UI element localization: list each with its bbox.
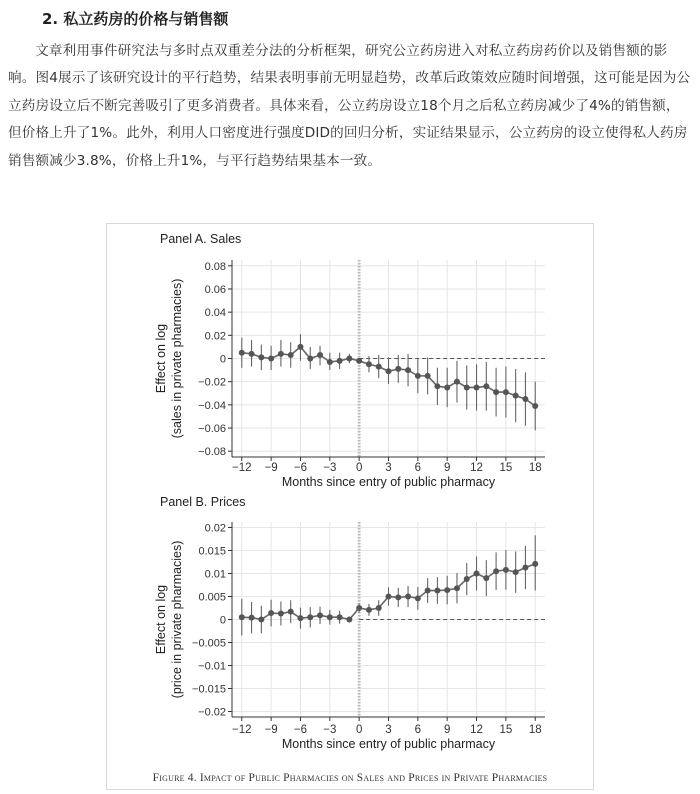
- data-point: [258, 617, 264, 623]
- data-point: [356, 358, 362, 364]
- y-tick-label: −0.04: [198, 399, 226, 412]
- x-tick-label: 9: [443, 724, 451, 736]
- x-tick-label: −6: [293, 462, 308, 474]
- x-tick-label: −3: [323, 462, 337, 474]
- x-tick-label: 18: [528, 724, 542, 736]
- data-point: [288, 609, 294, 615]
- x-tick-label: 12: [470, 462, 483, 474]
- x-tick-label: −9: [264, 462, 278, 474]
- y-tick-label: 0.06: [204, 283, 226, 296]
- y-tick-label: −0.005: [192, 637, 226, 650]
- section-heading: 2. 私立药房的价格与销售额: [42, 10, 229, 28]
- data-point: [268, 356, 274, 362]
- y-tick-label: 0.08: [204, 260, 226, 273]
- data-point: [337, 358, 343, 364]
- data-point: [425, 373, 431, 379]
- data-point: [532, 561, 538, 567]
- data-point: [483, 383, 489, 389]
- y-tick-label: 0: [219, 614, 226, 627]
- data-point: [522, 565, 528, 571]
- data-point: [239, 350, 245, 356]
- y-axis-label-sub: (sales in private pharmacies): [170, 278, 184, 439]
- data-point: [386, 368, 392, 374]
- y-tick-label: 0.005: [198, 591, 226, 604]
- body-paragraph: 文章利用事件研究法与多时点双重差分法的分析框架，研究公立药房进入对私立药房药价以及销售额的影响。图4展示了该研究设计的平行趋势，结果表明事前无明显趋势，改革后政策效应随时间增强，这可能是因为公立药房设立后不断完善吸引了更多消费者。具体来看，公立药房设立18个月之后私立药房减少了4%的销售额，但价格上升了1%。此外，利用人口密度进行强度DID的回归分析，实证结果显示，公立药房的设立使得私人药房销售额减少3.8%，价格上升1%，与平行趋势结果基本一致。: [8, 43, 691, 169]
- panel-title: Panel B. Prices: [160, 495, 246, 509]
- data-point: [337, 614, 343, 620]
- x-tick-label: 0: [355, 462, 363, 474]
- y-tick-label: −0.06: [198, 423, 226, 436]
- x-tick-label: −3: [323, 724, 337, 736]
- x-tick-label: 15: [499, 724, 513, 736]
- data-point: [405, 594, 411, 600]
- data-point: [464, 576, 470, 582]
- x-tick-label: 3: [385, 462, 392, 474]
- x-tick-label: −6: [293, 724, 308, 736]
- data-point: [464, 384, 470, 390]
- data-point: [454, 585, 460, 591]
- data-point: [522, 396, 528, 402]
- data-point: [249, 615, 255, 621]
- data-point: [434, 588, 440, 594]
- data-point: [366, 607, 372, 613]
- y-tick-label: 0.01: [204, 568, 226, 581]
- x-axis-label: Months since entry of public pharmacy: [281, 475, 496, 489]
- data-point: [493, 568, 499, 574]
- data-point: [239, 614, 245, 620]
- x-tick-label: 0: [355, 724, 363, 736]
- x-tick-label: 3: [385, 724, 392, 736]
- data-point: [258, 354, 264, 360]
- y-tick-label: 0.015: [198, 545, 226, 558]
- y-tick-label: −0.015: [192, 683, 226, 696]
- data-point: [434, 383, 440, 389]
- data-point: [503, 389, 509, 395]
- x-tick-label: −12: [232, 462, 252, 474]
- data-point: [513, 569, 519, 575]
- y-tick-label: 0.02: [204, 522, 226, 535]
- data-point: [405, 367, 411, 373]
- x-tick-label: −9: [264, 724, 278, 736]
- data-point: [317, 612, 323, 618]
- data-point: [493, 389, 499, 395]
- data-point: [444, 384, 450, 390]
- data-point: [278, 611, 284, 617]
- y-tick-label: −0.08: [198, 446, 226, 459]
- data-point: [327, 614, 333, 620]
- data-point: [249, 351, 255, 357]
- data-point: [532, 403, 538, 409]
- figure-4: [106, 223, 594, 790]
- data-point: [474, 384, 480, 390]
- data-point: [483, 575, 489, 581]
- data-point: [356, 605, 362, 611]
- x-tick-label: 18: [528, 462, 542, 474]
- figure-4-charts: [107, 224, 593, 771]
- data-point: [278, 351, 284, 357]
- data-point: [425, 588, 431, 594]
- data-point: [327, 359, 333, 365]
- x-tick-label: 9: [443, 462, 451, 474]
- x-axis-label: Months since entry of public pharmacy: [281, 737, 496, 751]
- data-point: [474, 571, 480, 577]
- y-tick-label: −0.01: [198, 660, 226, 673]
- data-point: [346, 617, 352, 623]
- chart-panel-prices: [154, 495, 545, 751]
- y-axis-label: Effect on log: [154, 584, 168, 655]
- data-point: [415, 373, 421, 379]
- data-point: [307, 614, 313, 620]
- y-tick-label: −0.02: [198, 706, 226, 719]
- data-point: [297, 615, 303, 621]
- x-tick-label: −12: [232, 724, 252, 736]
- data-point: [395, 366, 401, 372]
- data-point: [454, 379, 460, 385]
- data-point: [513, 393, 519, 399]
- figure-caption: Figure 4. Impact of Public Pharmacies on Sales and Prices in Private Pharmacies: [152, 772, 548, 784]
- y-tick-label: 0: [219, 353, 226, 366]
- data-point: [395, 594, 401, 600]
- data-point: [444, 587, 450, 593]
- data-point: [386, 594, 392, 600]
- y-axis-label-sub: (price in private pharmacies): [170, 540, 184, 699]
- data-point: [317, 352, 323, 358]
- data-point: [307, 356, 313, 362]
- chart-panel-sales: [154, 232, 545, 489]
- y-tick-label: −0.02: [198, 376, 226, 389]
- data-point: [415, 595, 421, 601]
- x-tick-label: 12: [470, 724, 483, 736]
- data-point: [268, 610, 274, 616]
- x-tick-label: 15: [499, 462, 513, 474]
- data-point: [503, 567, 509, 573]
- data-point: [376, 364, 382, 370]
- y-tick-label: 0.04: [204, 307, 226, 320]
- data-point: [366, 361, 372, 367]
- y-axis-label: Effect on log: [154, 323, 168, 394]
- data-point: [288, 352, 294, 358]
- x-tick-label: 6: [414, 724, 422, 736]
- y-tick-label: 0.02: [204, 330, 226, 343]
- panel-title: Panel A. Sales: [160, 232, 242, 246]
- x-tick-label: 6: [414, 462, 422, 474]
- data-point: [297, 344, 303, 350]
- data-point: [346, 356, 352, 362]
- data-point: [376, 605, 382, 611]
